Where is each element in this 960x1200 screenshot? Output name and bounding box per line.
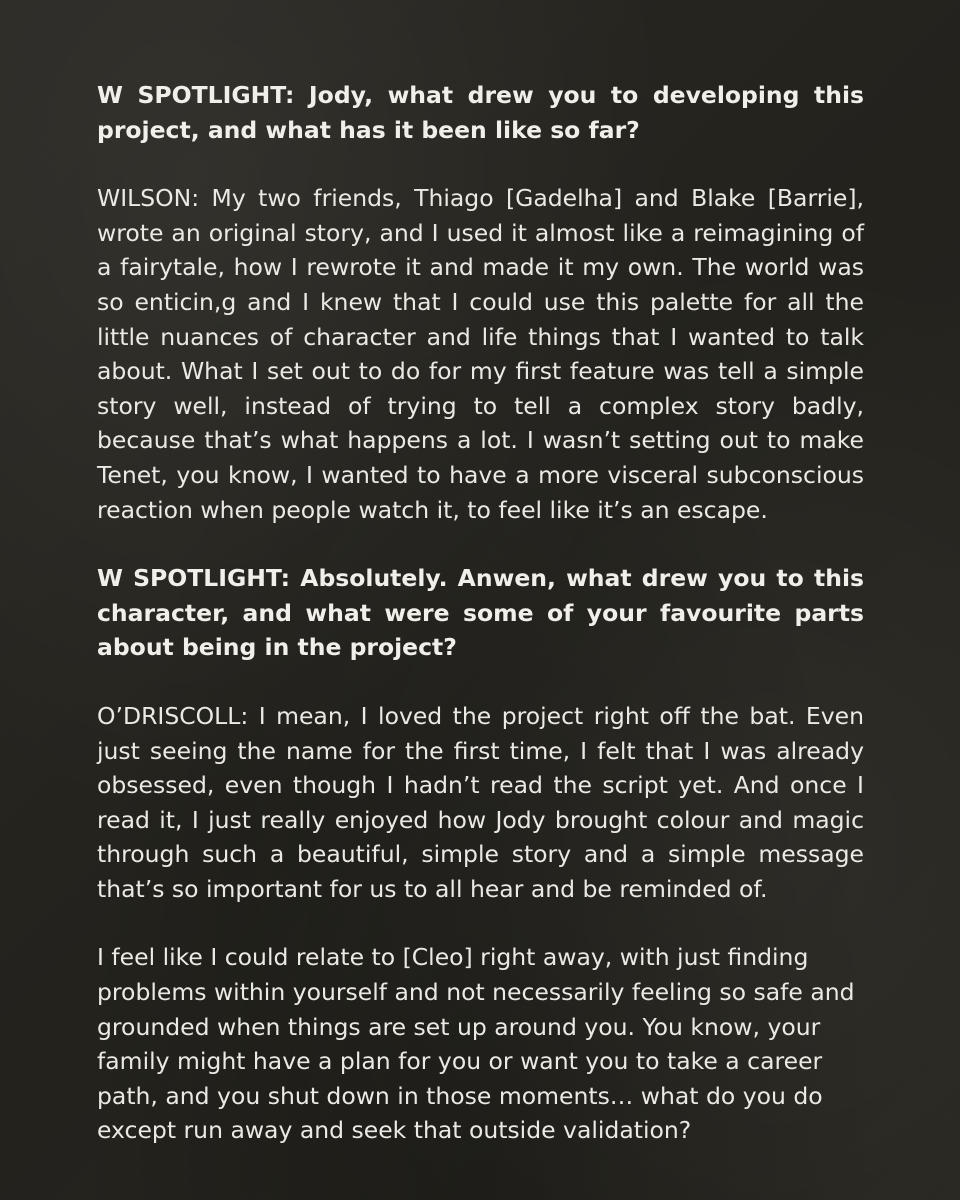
question-2: W SPOTLIGHT: Absolutely. Anwen, what drew you to this character, and what were some of your favourite parts about being in the project? — [97, 564, 864, 662]
answer-1: WILSON: My two friends, Thiago [Gadelha] and Blake [Barrie], wrote an original story, and I used it almost like a reimagining of a fairytale, how I rewrote it and made it my own. The world was so enticin,g and I knew that I could use this palette for all the little nuances of character and life things that I wanted to talk about. What I set out to do for my first feature was tell a simple story well, instead of trying to tell a complex story badly, because that’s what happens a lot. I wasn’t setting out to make Tenet, you know, I wanted to have a more visceral subconscious reaction when people watch it, to feel like it’s an escape. — [97, 184, 864, 524]
question-1: W SPOTLIGHT: Jody, what drew you to developing this project, and what has it been like so far? — [97, 81, 864, 144]
answer-2: O’DRISCOLL: I mean, I loved the project right off the bat. Even just seeing the name for the first time, I felt that I was already obsessed, even though I hadn’t read the script yet. And once I read it, I just really enjoyed how Jody brought colour and magic through such a beautiful, simple story and a simple message that’s so important for us to all hear and be reminded of. — [97, 701, 864, 903]
answer-3: I feel like I could relate to [Cleo] right away, with just finding problems within yourself and not necessarily feeling so safe and grounded when things are set up around you. You know, your family might have a plan for you or want you to take a career path, and you shut down in those moments… what do you do except run away and seek that outside validation? — [97, 943, 855, 1145]
